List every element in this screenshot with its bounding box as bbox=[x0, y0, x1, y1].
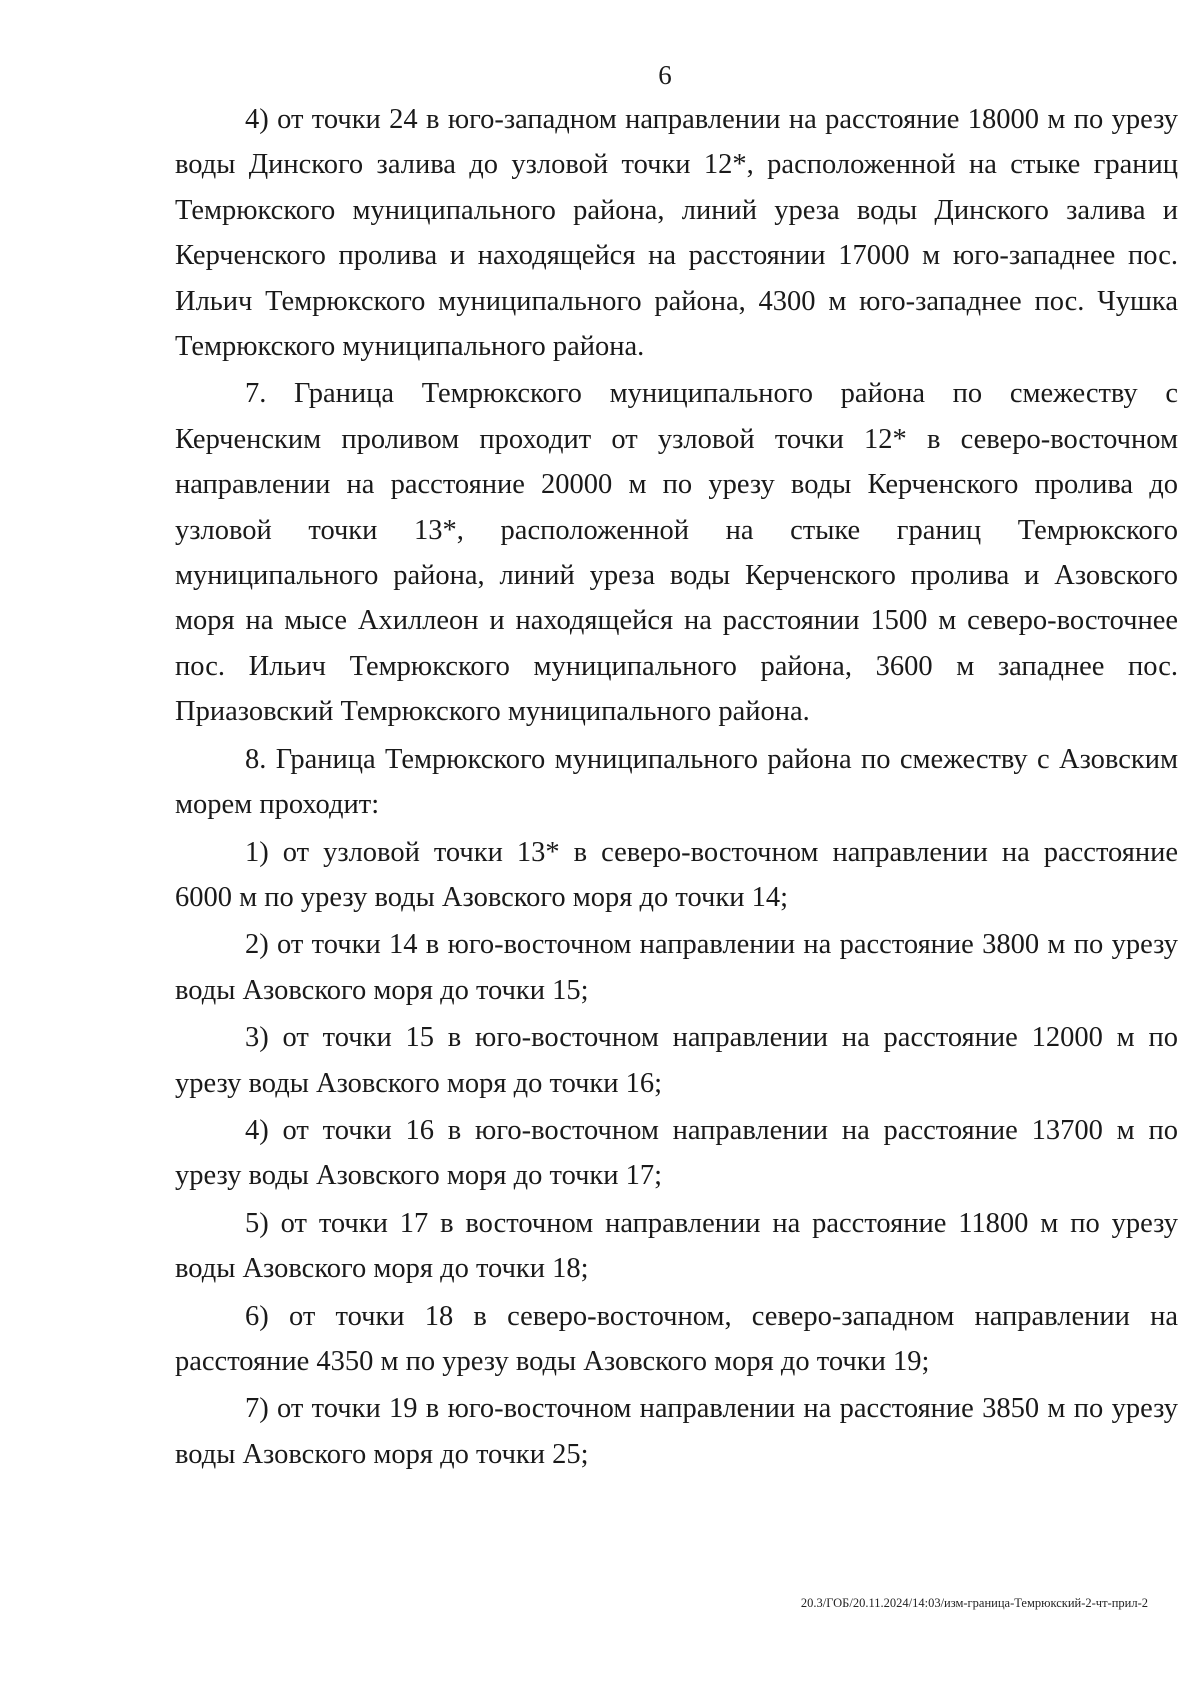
document-footer-code: 20.3/ГОБ/20.11.2024/14:03/изм-граница-Темрюкский-2-чт-прил-2 bbox=[800, 1596, 1148, 1610]
page-number: 6 bbox=[658, 60, 672, 90]
paragraph-section-8: 8. Граница Темрюкского муниципального района по смежеству с Азовским морем проходит: bbox=[175, 743, 1178, 821]
paragraph-section-7: 7. Граница Темрюкского муниципального района по смежеству с Керченским проливом проходит от узловой точки 12* в северо-восточном направлении на расстояние 20000 м по урезу воды Керченского пролива до узловой точки 13*, расположенной на стыке границ Темрюкского муниципального района, линий уреза воды Керченского пролива и Азовского моря на мысе Ахиллеон и находящейся на расстоянии 1500 м северо-восточнее пос. Ильич Темрюкского муниципального района, 3600 м западнее пос. Приазовский Темрюкского муниципального района. bbox=[175, 378, 1178, 728]
document-body bbox=[175, 97, 1178, 1479]
paragraph-item-1: 1) от узловой точки 13* в северо-восточном направлении на расстояние 6000 м по урезу воды Азовского моря до точки 14; bbox=[175, 836, 1178, 913]
paragraph-item-5: 5) от точки 17 в восточном направлении на расстояние 11800 м по урезу воды Азовского моря до точки 18; bbox=[175, 1207, 1178, 1285]
paragraph-item-3: 3) от точки 15 в юго-восточном направлении на расстояние 12000 м по урезу воды Азовского моря до точки 16; bbox=[175, 1022, 1178, 1099]
paragraph-item-2: 2) от точки 14 в юго-восточном направлении на расстояние 3800 м по урезу воды Азовского моря до точки 15; bbox=[175, 929, 1178, 1006]
paragraph-item-4-point-24: 4) от точки 24 в юго-западном направлении на расстояние 18000 м по урезу воды Динского залива до узловой точки 12*, расположенной на стыке границ Темрюкского муниципального района, линий уреза воды Динского залива и Керченского пролива и находящейся на расстоянии 17000 м юго-западнее пос. Ильич Темрюкского муниципального района, 4300 м юго-западнее пос. Чушка Темрюкского муниципального района. bbox=[175, 104, 1178, 363]
paragraph-item-7: 7) от точки 19 в юго-восточном направлении на расстояние 3850 м по урезу воды Азовского моря до точки 25; bbox=[175, 1393, 1178, 1470]
paragraph-item-4: 4) от точки 16 в юго-восточном направлении на расстояние 13700 м по урезу воды Азовского моря до точки 17; bbox=[175, 1114, 1178, 1192]
paragraph-item-6: 6) от точки 18 в северо-восточном, северо-западном направлении на расстояние 4350 м по урезу воды Азовского моря до точки 19; bbox=[175, 1300, 1178, 1377]
